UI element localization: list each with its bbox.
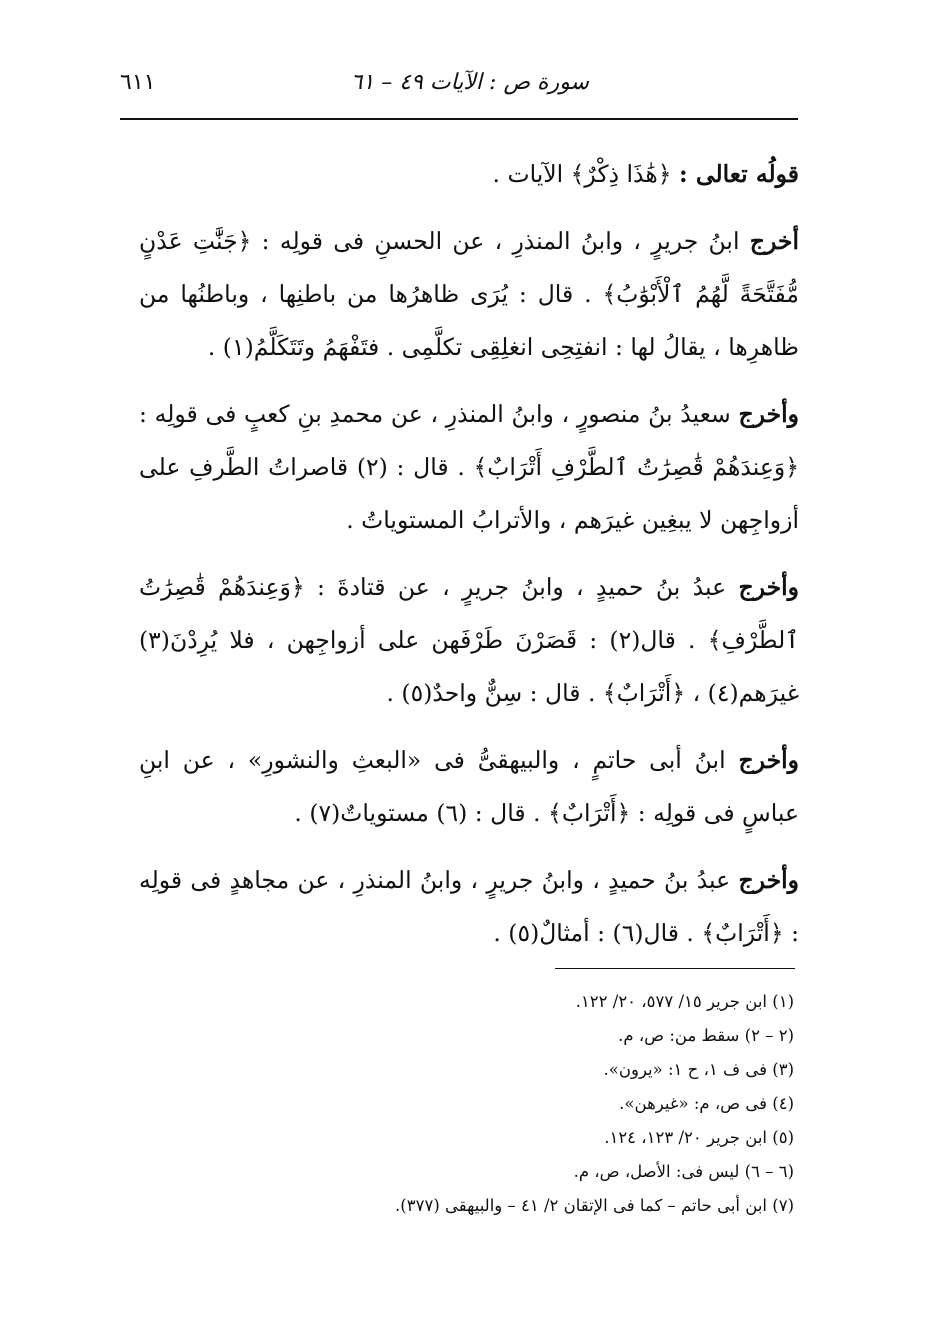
paragraph-text: عبدُ بنُ حميدٍ ، وابنُ جريرٍ ، وابنُ المنذرِ ، عن مجاهدٍ فى قولِه : ﴿أَتْرَابٌ﴾ . قال(٦) : أمثالٌ(٥) . — [139, 866, 799, 947]
paragraph-text: ﴿هَٰذَا ذِكْرٌ﴾ الآيات . — [492, 160, 680, 188]
paragraph-text: ابنُ جريرٍ ، وابنُ المنذرِ ، عن الحسنِ فى قولِه : ﴿جَنَّٰتِ عَدْنٍ مُّفَتَّحَةً لَّهُمُ ٱلْأَبْوَٰبُ﴾ . قال : يُرَى ظاهرُها من باطنِها ، وباطنُها من ظاهرِها ، يقالُ لها : انفتِحِى انغلِقِى تكلَّمِى . فتَفْهَمُ وتَتَكَلَّمُ(١) . — [139, 227, 799, 361]
main-text — [139, 148, 799, 974]
footnote: (٤) فى ص، م: «غيرهن». — [619, 1094, 794, 1113]
footnote-rule — [555, 968, 795, 969]
paragraph-lead: أخرج — [749, 227, 799, 255]
paragraph-lead: وأخرج — [738, 746, 799, 774]
paragraph-text: عبدُ بنُ حميدٍ ، وابنُ جريرٍ ، عن قتادةَ : ﴿وَعِندَهُمْ قَٰصِرَٰتُ ٱلطَّرْفِ﴾ . قال(٢) : قَصَرْنَ طَرْفَهن على أزواجِهن ، فلا يُرِدْنَ(٣) غيرَهم(٤) ، ﴿أَتْرَابٌ﴾ . قال : سِنٌّ واحدٌ(٥) . — [139, 573, 799, 707]
page-number: ٦١١ — [120, 70, 156, 95]
paragraph-text: ابنُ أبى حاتمٍ ، والبيهقىُّ فى «البعثِ والنشورِ» ، عن ابنِ عباسٍ فى قولِه : ﴿أَتْرَابٌ﴾ . قال : (٦) مستوياتٌ(٧) . — [139, 746, 799, 827]
footnote: (٧) ابن أبى حاتم – كما فى الإتقان ٢/ ٤١ – والبيهقى (٣٧٧). — [395, 1196, 794, 1215]
footnote: (١) ابن جرير ١٥/ ٥٧٧، ٢٠/ ١٢٢. — [575, 992, 794, 1011]
paragraph-lead: قولُه تعالى : — [679, 160, 799, 188]
footnote: (٣) فى ف ١، ح ١: «يرون». — [603, 1060, 794, 1079]
header-rule — [120, 118, 798, 120]
paragraph — [139, 561, 799, 720]
footnote: (٦ – ٦) ليس فى: الأصل، ص، م. — [573, 1162, 794, 1181]
footnotes — [144, 985, 794, 1223]
footnote: (٢ – ٢) سقط من: ص، م. — [618, 1026, 794, 1045]
paragraph — [139, 734, 799, 840]
paragraph-lead: وأخرج — [738, 400, 799, 428]
paragraph — [139, 148, 799, 201]
running-head — [120, 70, 799, 110]
paragraph — [139, 215, 799, 374]
paragraph-lead: وأخرج — [738, 866, 799, 894]
paragraph-lead: وأخرج — [738, 573, 799, 601]
page-title: سورة ص : الآيات ٤٩ – ٦١ — [350, 70, 589, 95]
paragraph — [139, 388, 799, 547]
paragraph-text: سعيدُ بنُ منصورٍ ، وابنُ المنذرِ ، عن محمدِ بنِ كعبٍ فى قولِه : ﴿وَعِندَهُمْ قَٰصِرَٰتُ ٱلطَّرْفِ أَتْرَابٌ﴾ . قال : (٢) قاصراتُ الطَّرفِ على أزواجِهن لا يبغِين غيرَهم ، والأترابُ المستوياتُ . — [139, 400, 800, 534]
paragraph — [139, 854, 799, 960]
footnote: (٥) ابن جرير ٢٠/ ١٢٣، ١٢٤. — [604, 1128, 794, 1147]
